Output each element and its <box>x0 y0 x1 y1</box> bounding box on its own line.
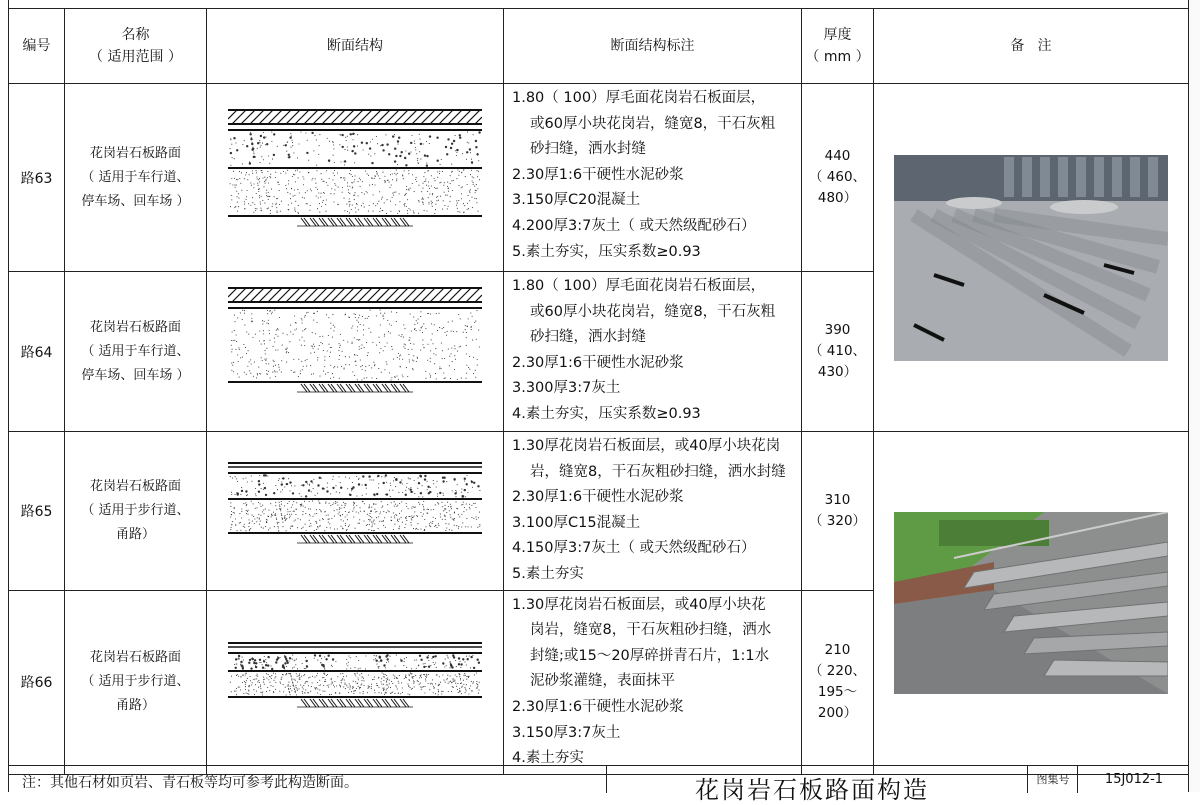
row-name <box>65 272 207 432</box>
note-line: 4.150厚3:7灰土（ 或天然级配砂石） <box>512 540 756 557</box>
note-line: 岗岩，缝宽8，干石灰粗砂扫缝，洒水 <box>530 622 772 639</box>
row-name-line: （ 适用于车行道、 <box>81 169 190 185</box>
note-line: 或60厚小块花岗岩，缝宽8，干石灰粗 <box>530 115 776 132</box>
note-line: 5.素土夯实，压实系数≥0.93 <box>512 243 701 260</box>
row-remarks <box>874 84 1189 432</box>
note-line: 3.150厚3:7灰土 <box>512 724 621 741</box>
note-line: 2.30厚1:6干硬性水泥砂浆 <box>512 489 684 506</box>
drawing-title-box <box>606 766 1189 804</box>
note-line: 1.80（ 100）厚毛面花岗岩石板面层， <box>512 278 766 294</box>
row-notes <box>504 590 802 774</box>
thickness-line: 210 <box>824 642 851 659</box>
row-notes <box>504 84 802 272</box>
row-name-line: 花岗岩石板路面 <box>89 478 181 494</box>
steps-photo <box>894 512 1168 694</box>
header-remarks: 备 注 <box>874 9 1189 84</box>
row-code: 路65 <box>9 432 65 591</box>
row-name-line: 甬路） <box>115 526 155 542</box>
note-line: 3.300厚3:7灰土 <box>512 380 621 397</box>
row-name <box>65 84 207 272</box>
note-line: 2.30厚1:6干硬性水泥砂浆 <box>512 698 684 715</box>
header-thickness-line1: 厚度 <box>823 27 852 43</box>
thickness-line: （ 320） <box>808 512 867 529</box>
note-line: 4.200厚3:7灰土（ 或天然级配砂石） <box>512 217 756 234</box>
table-body <box>9 84 1189 775</box>
row-section <box>207 432 504 591</box>
row-notes <box>504 432 802 591</box>
header-thickness-line2: （ mm ） <box>805 49 870 65</box>
title-block <box>8 765 1188 804</box>
row-name <box>65 432 207 591</box>
row-name-line: （ 适用于步行道、 <box>81 502 190 518</box>
row-section <box>207 84 504 272</box>
row-remarks <box>874 432 1189 775</box>
row-notes <box>504 272 802 432</box>
row-section <box>207 590 504 774</box>
note-line: 3.150厚C20混凝土 <box>512 192 641 209</box>
header-thickness <box>802 9 874 84</box>
row-name-line: 甬路） <box>115 698 155 714</box>
note-line: 1.30厚花岗岩石板面层，或40厚小块花 <box>512 596 766 613</box>
thickness-line: 390 <box>824 322 851 338</box>
section-drawing <box>228 108 482 248</box>
section-drawing <box>228 286 482 418</box>
note-line: 岩，缝宽8，干石灰粗砂扫缝，洒水封缝 <box>530 463 786 480</box>
row-name-line: （ 适用于步行道、 <box>81 674 190 690</box>
note-line: 2.30厚1:6干硬性水泥砂浆 <box>512 166 684 183</box>
atlas-number: 15J012-1 <box>1077 766 1190 793</box>
thickness-line: 195～200） <box>817 684 858 722</box>
header-section: 断面结构 <box>207 9 504 84</box>
note-line: 4.素土夯实，压实系数≥0.93 <box>512 405 701 422</box>
row-name-line: 花岗岩石板路面 <box>89 145 181 161</box>
row-thickness <box>802 590 874 774</box>
table-header-row <box>9 9 1189 84</box>
thickness-line: 430） <box>817 364 858 380</box>
thickness-line: （ 410、 <box>808 343 867 359</box>
row-code: 路64 <box>9 272 65 432</box>
row-code: 路63 <box>9 84 65 272</box>
header-name-line1: 名称 <box>121 27 150 43</box>
row-code: 路66 <box>9 590 65 774</box>
thickness-line: 480） <box>817 190 858 206</box>
row-name-line: （ 适用于车行道、 <box>81 343 190 359</box>
table-row <box>9 432 1189 591</box>
row-thickness <box>802 432 874 591</box>
pavement-table <box>8 8 1189 775</box>
note-line: 泥砂浆灌缝，表面抹平 <box>530 673 675 690</box>
header-notes: 断面结构标注 <box>504 9 802 84</box>
atlas-label: 图集号 <box>1027 766 1078 793</box>
note-line: 或60厚小块花岗岩，缝宽8，干石灰粗 <box>530 303 776 320</box>
header-code: 编号 <box>9 9 65 84</box>
thickness-line: （ 220、 <box>808 663 867 680</box>
row-thickness <box>802 272 874 432</box>
note-line: 1.30厚花岗岩石板面层，或40厚小块花岗 <box>512 438 781 454</box>
footnote: 注：其他石材如页岩、青石板等均可参考此构造断面。 <box>22 775 358 791</box>
note-line: 砂扫缝，洒水封缝 <box>530 329 646 346</box>
note-line: 4.素土夯实 <box>512 750 584 767</box>
note-line: 砂扫缝，洒水封缝 <box>530 141 646 158</box>
drawing-title: 花岗岩石板路面构造 <box>695 776 929 804</box>
note-line: 1.80（ 100）厚毛面花岗岩石板面层， <box>512 90 766 106</box>
row-thickness <box>802 84 874 272</box>
right-binding-margin <box>1188 0 1200 792</box>
thickness-line: 440 <box>824 148 851 164</box>
note-line: 2.30厚1:6干硬性水泥砂浆 <box>512 354 684 371</box>
row-name-line: 花岗岩石板路面 <box>89 650 181 666</box>
header-name-line2: （ 适用范围 ） <box>89 49 182 65</box>
note-line: 5.素土夯实 <box>512 565 584 582</box>
thickness-line: 310 <box>824 491 851 508</box>
table-row <box>9 84 1189 272</box>
row-name <box>65 590 207 774</box>
header-name <box>65 9 207 84</box>
plaza-photo <box>894 155 1168 361</box>
section-drawing <box>228 461 482 561</box>
section-drawing <box>228 641 482 723</box>
row-name-line: 停车场、回车场 ） <box>81 193 190 209</box>
row-name-line: 停车场、回车场 ） <box>81 367 190 383</box>
row-section <box>207 272 504 432</box>
drawing-sheet <box>8 8 1188 804</box>
thickness-line: （ 460、 <box>808 169 867 185</box>
note-line: 封缝;或15～20厚碎拼青石片，1:1水 <box>530 647 770 664</box>
note-line: 3.100厚C15混凝土 <box>512 514 641 531</box>
row-name-line: 花岗岩石板路面 <box>89 319 181 335</box>
